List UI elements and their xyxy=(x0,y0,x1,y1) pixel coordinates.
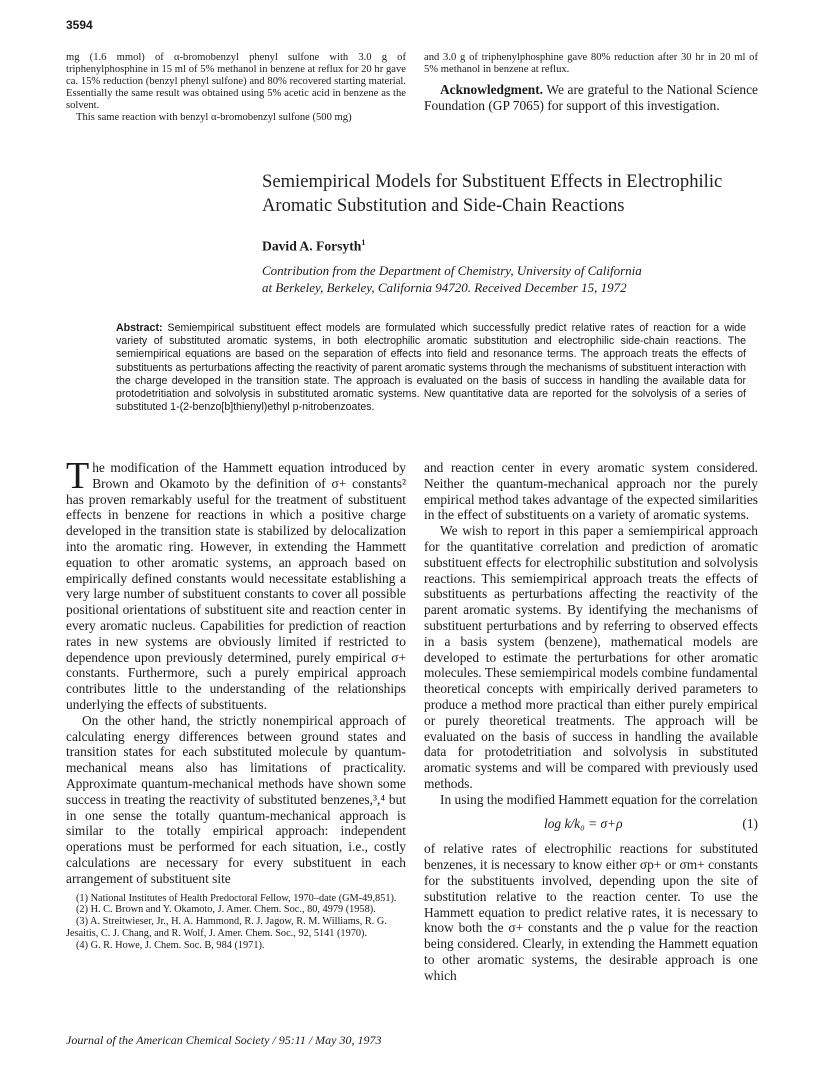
abstract-text: Semiempirical substituent effect models are formulated which successfully predict relative rates of reaction for a wide variety of substituted aromatic systems, in both electrophilic aromatic substitution and electrophilic side-chain reactions. The semiempirical equations are based on the separation of effects into field and resonance terms. The approach treats the effects of substituents as perturbations affecting the reactivity of parent aromatic systems through the mechanisms of substituent interaction with the charge developed in the transition state. The approach is evaluated on the basis of success in handling the available data for protodetritiation and solvolysis in substituted aromatic systems. New quantitative data are reported for the solvolysis of a series of substituted 1-(2-benzo[b]thienyl)ethyl p-nitrobenzoates. xyxy=(116,322,746,414)
journal-footer: Journal of the American Chemical Society / 95:11 / May 30, 1973 xyxy=(66,1033,382,1047)
top-left-paragraph-2: This same reaction with benzyl α-bromobenzyl sulfone (500 mg) xyxy=(76,112,352,124)
page-number: 3594 xyxy=(66,18,93,32)
author-footnote-mark: 1 xyxy=(361,238,366,247)
body-paragraph-2: On the other hand, the strictly nonempirical approach of calculating energy differences between ground states and transition states for each substituted molecule by quantum-mechanical means also has limitations of practicality. Approximate quantum-mechanical methods have shown some success in treating the reactivity of substituted benzenes,³,⁴ but in one sense the totally quantum-mechanical approach is similar to the totally empirical approach: independent operations must be performed for each situation, i.e., costly calculations are necessary for every substituent in each arrangement of substituent site xyxy=(66,712,406,886)
drop-cap: T xyxy=(66,455,90,497)
body-right-paragraph-3: In using the modified Hammett equation for the correlation xyxy=(440,791,758,807)
affiliation xyxy=(262,262,762,296)
acknowledgment-text: We are grateful to the National Science Foundation (GP 7065) for support of this investigation. xyxy=(424,82,758,113)
footnote-3: (3) A. Streitwieser, Jr., H. A. Hammond, R. J. Jagow, R. M. Williams, R. G. Jesaitis, C. J. Chang, and R. Wolf, J. Amer. Chem. Soc., 92, 5141 (1970). xyxy=(66,916,387,940)
equation-text: log k/k₀ = σ+ρ xyxy=(544,815,623,831)
body-right-column xyxy=(424,460,758,984)
article-title: Semiempirical Models for Substituent Effects in Electrophilic Aromatic Substitution and Side-Chain Reactions xyxy=(262,171,723,216)
body-right-paragraph-4: of relative rates of electrophilic reactions for substituted benzenes, it is necessary to know either σp+ or σm+ constants for the substituents involved, depending upon the site of substitution relative to the reaction center. To use the Hammett equation to predict relative rates, it is necessary to know both the σ+ constants and the ρ value for the reaction being considered. Clearly, in extending the Hammett equation to other aromatic systems, the desirable approach is one which xyxy=(424,841,758,983)
top-right-paragraph: and 3.0 g of triphenylphosphine gave 80% reduction after 30 hr in 20 ml of 5% methanol in benzene at reflux. xyxy=(424,52,758,76)
footnote-4: (4) G. R. Howe, J. Chem. Soc. B, 984 (1971). xyxy=(76,940,265,952)
top-left-paragraph: mg (1.6 mmol) of α-bromobenzyl phenyl sulfone with 3.0 g of triphenylphosphine in 15 ml of 5% methanol in benzene at reflux for 20 hr gave ca. 15% reduction (benzyl phenyl sulfone) and 80% recovered starting material. Essentially the same result was obtained using 5% acetic acid in benzene as the solvent. xyxy=(66,52,406,112)
author xyxy=(262,238,365,255)
author-name: David A. Forsyth xyxy=(262,238,362,254)
footnote-1: (1) National Institutes of Health Predoctoral Fellow, 1970–date (GM-49,851). xyxy=(76,892,397,904)
top-left-column xyxy=(66,52,406,125)
equation-1 xyxy=(424,816,758,832)
top-right-column xyxy=(424,52,758,113)
equation-number: (1) xyxy=(742,815,758,831)
footnote-2: (2) H. C. Brown and Y. Okamoto, J. Amer. Chem. Soc., 80, 4979 (1958). xyxy=(76,904,376,916)
acknowledgment-label: Acknowledgment. xyxy=(440,82,544,98)
body-right-paragraph-2: We wish to report in this paper a semiempirical approach for the quantitative correlation and prediction of aromatic substituent effects for electrophilic substitution and solvolysis reactions. This semiempirical approach treats the effects of substituents as perturbations affecting the reactivity of the parent aromatic systems. By identifying the mechanisms of substituent perturbations and by referring to observed effects in a basis system (benzene), mathematical models are developed to estimate the perturbations for other aromatic molecules. These semiempirical models combine fundamental theoretical concepts with empirically derived parameters to produce a method more practical than either purely empirical or purely theoretical treatments. The approach will be evaluated on the basis of success in handling the available data for protodetritiation and solvolysis in substituted aromatic systems and will be compared with previously used methods. xyxy=(424,523,758,791)
abstract xyxy=(116,322,746,414)
affiliation-line-2: at Berkeley, Berkeley, California 94720. Received December 15, 1972 xyxy=(262,280,627,295)
abstract-label: Abstract: xyxy=(116,322,163,334)
affiliation-line-1: Contribution from the Department of Chemistry, University of California xyxy=(262,263,642,278)
body-paragraph-1 xyxy=(66,455,406,713)
body-left-column xyxy=(66,455,406,952)
body-paragraph-1-text: he modification of the Hammett equation introduced by Brown and Okamoto by the definition of σ+ constants² has proven remarkably useful for the treatment of substituent effects in benzene for reactions in which a positive charge developed in the transition state is stabilized by delocalization into the aromatic ring. However, in extending the Hammett equation to other aromatic systems, an approach based on empirically defined constants would necessitate establishing a very large number of substituent constants to cover all possible positional orientations of substituent site and reaction center in every aromatic nucleus. Capabilities for prediction of reaction rates in new systems are obviously limited if restricted to dependence upon previously determined, purely empirical σ+ constants. Furthermore, such a purely empirical approach contributes little to the understanding of the relationships underlying the effects of substituents. xyxy=(66,460,406,712)
acknowledgment xyxy=(424,82,758,113)
footnotes xyxy=(66,893,406,953)
body-right-paragraph-1: and reaction center in every aromatic system considered. Neither the quantum-mechanical approach nor the purely empirical method takes advantage of the expected similarities in the effect of substituents on a variety of aromatic systems. xyxy=(424,460,758,523)
